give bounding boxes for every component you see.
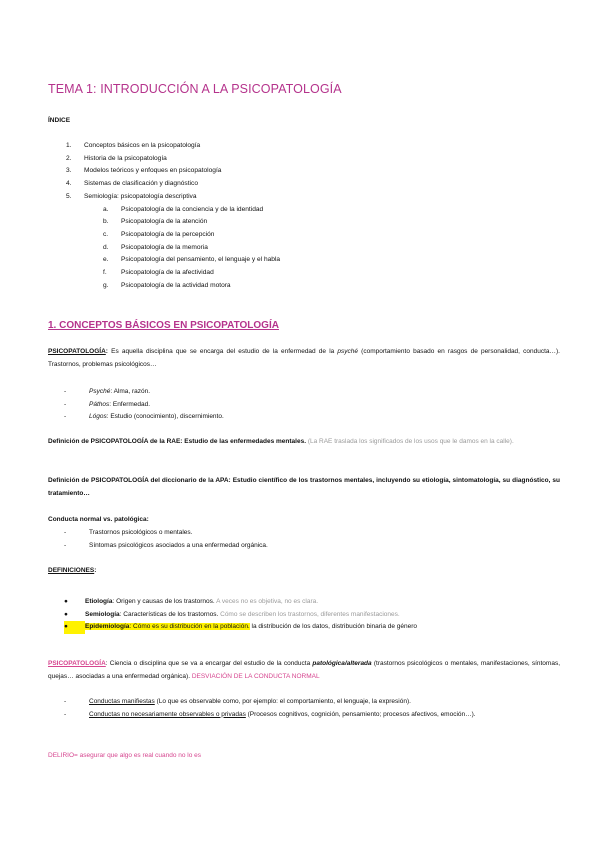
list-item: ● Semiología: Características de los trastornos. Cómo se describen los trastornos, diferentes manifestaciones.	[64, 610, 400, 618]
delirio-note: DELIRIO= asegurar que algo es real cuando no lo es	[48, 752, 202, 759]
conducta-heading: Conducta normal vs. patológica:	[48, 516, 149, 523]
definiciones-list	[64, 596, 417, 634]
definiciones-heading: DEFINICIONES:	[48, 567, 97, 574]
etymology-list	[64, 386, 224, 424]
apa-definition: Definición de PSICOPATOLOGÍA del diccionario de la APA: Estudio científico de los trastornos mentales, incluyendo su etiología, sintomatología, su diagnóstico, su tratamiento…	[48, 477, 560, 497]
table-of-contents	[66, 140, 280, 292]
section-heading: 1. CONCEPTOS BÁSICOS EN PSICOPATOLOGÍA	[48, 320, 279, 331]
toc-item: 5. Semiología: psicopatología descriptiva	[66, 192, 197, 200]
term: PSICOPATOLOGÍA	[48, 348, 106, 355]
list-item: - Lógos : Estudio (conocimiento), discernimiento.	[64, 413, 224, 421]
list-item: ● Etiología: Origen y causas de los trastornos. A veces no es objetiva, no es clara.	[64, 598, 319, 605]
toc-subitem: a. Psicopatología de la conciencia y de la identidad	[103, 205, 264, 213]
toc-item: 3. Modelos teóricos y enfoques en psicopatología	[66, 167, 222, 175]
page-title: TEMA 1: INTRODUCCIÓN A LA PSICOPATOLOGÍA	[48, 82, 342, 96]
definition-paragraph: PSICOPATOLOGÍA: Es aquella disciplina que se encarga del estudio de la enfermedad de la psyché (comportamiento basado en rasgos de personalidad, conducta…). Trastornos, problemas psicológicos…	[48, 348, 560, 368]
list-item: - Trastornos psicológicos o mentales.	[64, 529, 193, 536]
list-item: ● Epidemiología: Cómo es su distribución en la población. la distribución de los datos, distribución binaria de género	[64, 621, 417, 634]
toc-subitem: f. Psicopatología de la afectividad	[103, 269, 214, 277]
toc-subitem: g. Psicopatología de la actividad motora	[103, 281, 231, 289]
list-item: - Psyché : Alma, razón.	[64, 388, 151, 395]
index-heading: ÍNDICE	[48, 117, 71, 124]
list-item: - Páthos : Enfermedad.	[64, 400, 151, 408]
list-item: - Conductas no necesariamente observables o privadas (Procesos cognitivos, cognición, pensamiento; procesos afectivos, emoción…).	[64, 710, 476, 718]
toc-item: 4. Sistemas de clasificación y diagnóstico	[66, 180, 198, 188]
rae-definition: Definición de PSICOPATOLOGÍA de la RAE: Estudio de las enfermedades mentales. (La RAE traslada los significados de los usos que le damos en la calle).	[48, 438, 514, 445]
conducta-list	[64, 527, 268, 552]
toc-subitem: b. Psicopatología de la atención	[103, 218, 208, 226]
list-item: - Conductas manifiestas (Lo que es observable como, por ejemplo: el comportamiento, el lenguaje, la expresión).	[64, 698, 411, 705]
toc-subitem: c. Psicopatología de la percepción	[103, 230, 215, 238]
toc-subitem: e. Psicopatología del pensamiento, el lenguaje y el habla	[103, 256, 281, 264]
toc-item: 1. Conceptos básicos en la psicopatología	[66, 142, 201, 149]
definition-paragraph-2: PSICOPATOLOGÍA: Ciencia o disciplina que se va a encargar del estudio de la conducta patológica/alterada (trastornos psicológicos o mentales, manifestaciones, síntomas, quejas… asociadas a una enfermedad orgánica). DESVIACIÓN DE LA CONDUCTA NORMAL	[48, 660, 561, 680]
toc-item: 2. Historia de la psicopatología	[66, 154, 167, 162]
conductas-list	[64, 696, 560, 721]
list-item: - Síntomas psicológicos asociados a una enfermedad orgánica.	[64, 541, 268, 549]
toc-subitem: d. Psicopatología de la memoria	[103, 243, 208, 251]
